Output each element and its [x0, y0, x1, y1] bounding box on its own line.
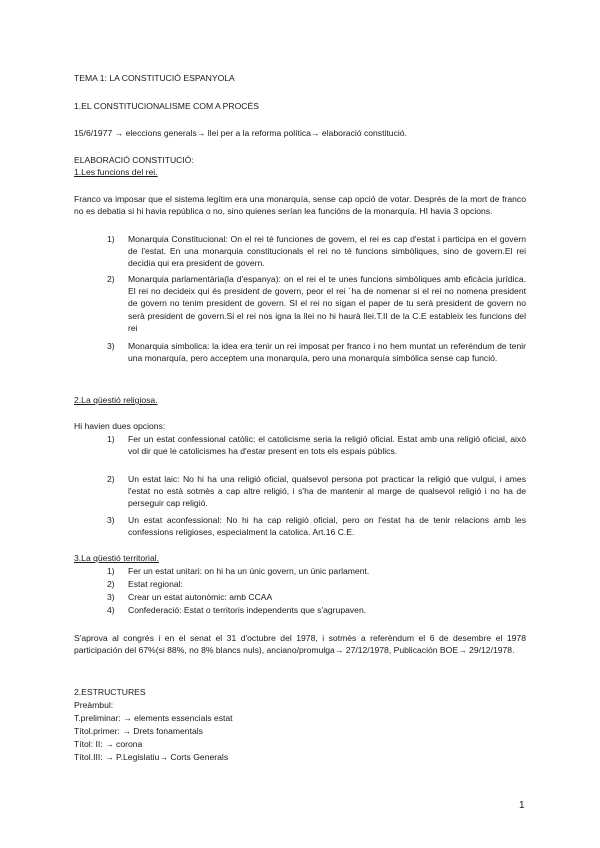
list-number: 3)	[107, 515, 115, 525]
list-item	[107, 233, 526, 270]
elaboracio-heading: ELABORACIÓ CONSTITUCIÓ:	[74, 155, 194, 165]
list-item-text: Confederació: Estat o territoris independents que s'agrupaven.	[128, 605, 367, 615]
list-item	[107, 433, 526, 457]
territorial-heading: 3.La qüestió territorial.	[74, 553, 160, 563]
approval-paragraph: S'aprova al congrés i en el senat el 31 d'octubre del 1978, i sotmès a referèndum el 6 de desembre el 1978 participación del 67%(si 88%, no 8% blancs nuls), anciano/promulga→ 27/12/1978, Publicación BOE→ 29/12/1978.	[74, 633, 526, 656]
list-item-text: Monarquia Constitucional: On el rei té funciones de govern, el rei es cap d'estat i participa en el govern de l'estat. En una monarquia constitucionals el rei no té funcions simbòliques, sino de govern.El rei decidia qui era president de govern.	[128, 234, 526, 269]
list-number: 3)	[107, 592, 115, 602]
list-number: 4)	[107, 605, 115, 615]
estructures-line: T.preliminar: → elements essencials estat	[74, 713, 233, 723]
list-item	[107, 604, 526, 616]
list-number: 3)	[107, 341, 115, 351]
estructures-line: Títol.primer: → Drets fonamentals	[74, 726, 203, 736]
section-heading-constitucionalisme: 1.EL CONSTITUCIONALISME COM A PROCÉS	[74, 101, 259, 111]
list-item	[107, 340, 526, 364]
list-item-text: Monarquia simbolica: la idea era tenir un rei imposat per franco i no hem muntat un referéndum de tenir una monarquía, pero acceptem una monarquía, pero una monarquía simbólica sense cap funció.	[128, 341, 526, 364]
list-item	[107, 514, 526, 538]
estructures-line: Preàmbul:	[74, 700, 114, 710]
religio-heading: 2.La qüestió religiosa.	[74, 395, 158, 405]
list-item-text: Un estat aconfessional: No hi ha cap religió oficial, pero on l'estat ha de tenir relacions amb les confessions religioses, especialment la catolica. Art.16 C.E.	[128, 515, 526, 538]
list-item	[107, 578, 526, 590]
estructures-line: Títol.III: → P.Legislatiu→ Corts Generals	[74, 752, 229, 762]
list-item	[107, 565, 526, 577]
list-number: 1)	[107, 234, 115, 244]
rei-heading: 1.Les funcions del rei.	[74, 167, 158, 177]
estructures-line: Títol: II: → corona	[74, 739, 143, 749]
list-item	[107, 273, 526, 334]
list-item-text: Un estat laic: No hi ha una religió oficial, qualsevol persona pot practicar la religió que vulgui, i ames l'estat no està sotmès a cap altre religió, i s'ha de mantenir al marge de qualsevol religió i no ha de perseguir cap religió.	[128, 474, 526, 509]
list-item-text: Crear un estat autonòmic: amb CCAA	[128, 592, 273, 602]
page-number: 1	[519, 800, 525, 811]
list-number: 2)	[107, 579, 115, 589]
list-number: 2)	[107, 474, 115, 484]
list-item	[107, 591, 526, 603]
list-number: 1)	[107, 434, 115, 444]
religio-intro: Hi havien dues opcions:	[74, 421, 166, 431]
list-number: 1)	[107, 566, 115, 576]
list-item-text: Estat regional:	[128, 579, 183, 589]
list-number: 2)	[107, 274, 115, 284]
estructures-heading: 2.ESTRUCTURES	[74, 687, 146, 697]
document-title: TEMA 1: LA CONSTITUCIÓ ESPANYOLA	[74, 73, 235, 83]
rei-intro-paragraph: Franco va imposar que el sistema legítim era una monarquía, sense cap opció de votar. Després de la mort de franco no es debatia si hi havia república o no, sino quienes serían lea funcións de la monarquía. HI havia 3 opcions.	[74, 194, 526, 217]
list-item-text: Monarquia parlamentària(la d'espanya): on el rei el te unes funcions simbòliques amb eficàcia jurídica. El rei no decideix qui és president de govern, peor el rei ´ha de nomenar si el rei no nomena president de govern no tenim president de govern. SI el rei no sigan el paper de tu serà president de govern no serà president de govern.Si el rei nos igna la llei no hi haurà llei.T.II de la C.E estableix les funcions del rei	[128, 274, 526, 333]
list-item-text: Fer un estat confessional catòlic: el catolicisme seria la religió oficial. Estat amb una religió oficial, això vol dir que le catolicismes ha d'estar present en tots els espais públics.	[128, 434, 526, 457]
list-item	[107, 473, 526, 510]
timeline-text: 15/6/1977 → eleccions generals→ llei per a la reforma política→ elaboració constitució.	[74, 128, 407, 138]
list-item-text: Fer un estat unitari: on hi ha un únic govern, un únic parlament.	[128, 566, 370, 576]
